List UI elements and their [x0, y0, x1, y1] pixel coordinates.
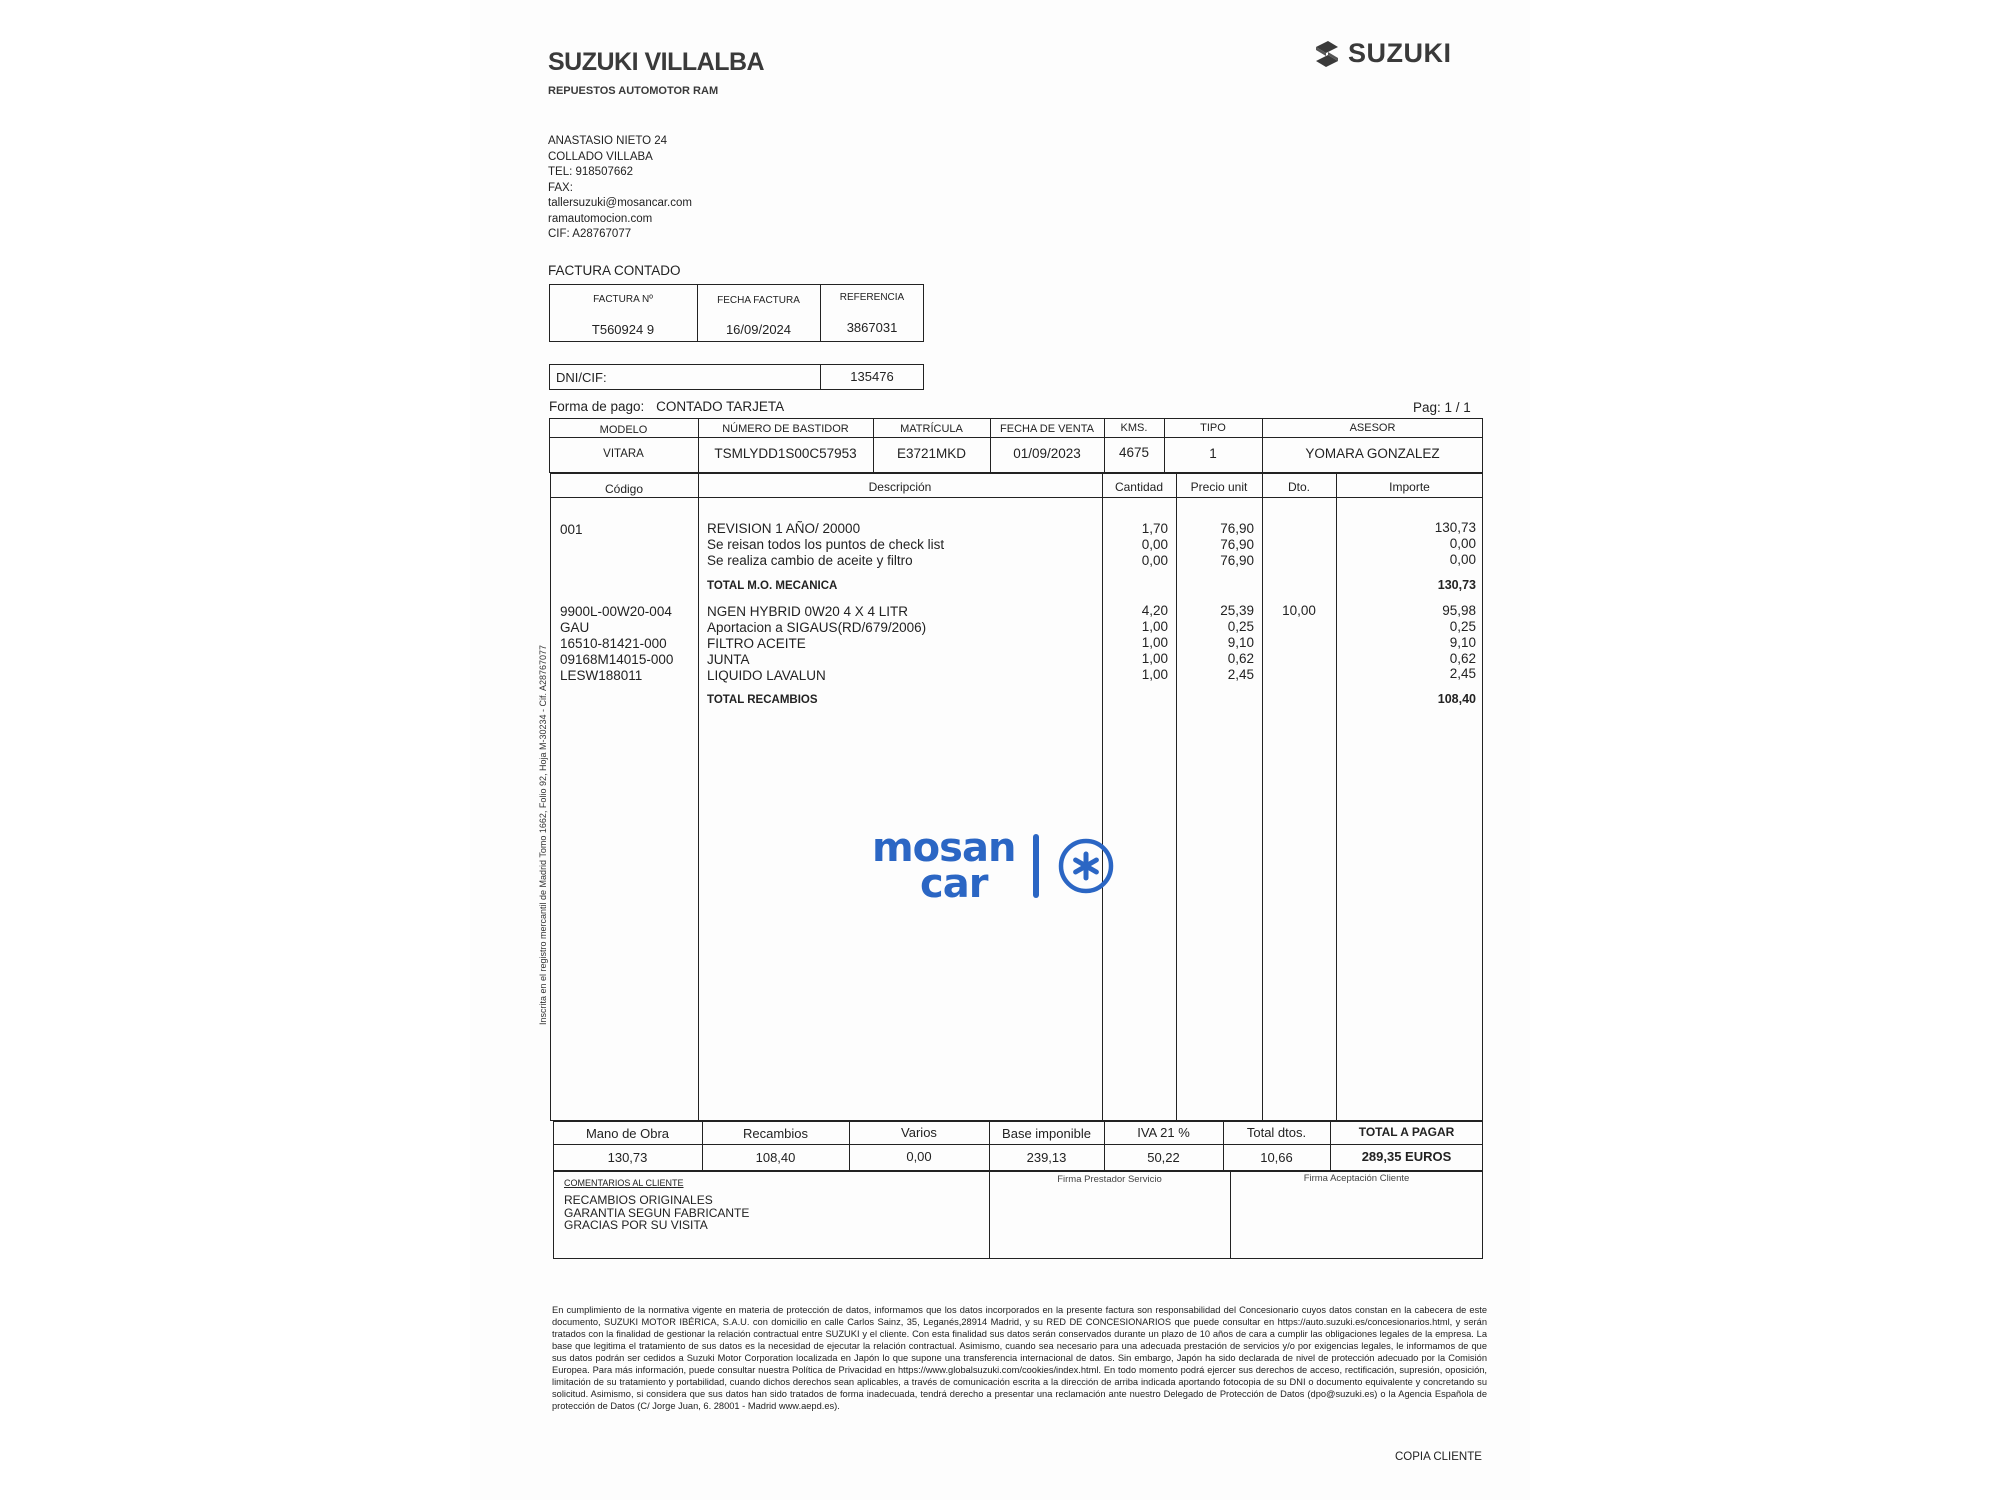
page-number: Pag: 1 / 1 [1413, 400, 1471, 415]
address-line: COLLADO VILLABA [548, 150, 653, 163]
vehicle-type: 1 [1209, 446, 1217, 461]
item-quantity: 1,00 [1141, 667, 1168, 682]
item-amount: 0,25 [1449, 619, 1476, 634]
address-line: ANASTASIO NIETO 24 [548, 135, 668, 147]
items-header: Importe [1389, 480, 1430, 494]
copy-label: COPIA CLIENTE [1395, 1451, 1482, 1463]
comment-line: GRACIAS POR SU VISITA [564, 1218, 708, 1232]
privacy-notice: En cumplimiento de la normativa vigente en materia de protección de datos, informamos que los datos incorporados en la presente factura son responsabilidad del Concesionario cuyos datos constan en la cabecera de este documento, SUZUKI MOTOR IBÉRICA, S.A.U. con domicilio en calle Carlos Sainz, 35, Leganés,28914 Madrid, y su RED DE CONCESIONARIOS que puede consultar en https://auto.suzuki.es/concesionarios.html, y serán tratados con la finalidad de gestionar la relación contractual entre SUZUKI y el cliente. Con esta finalidad sus datos serán conservados durante un plazo de 10 años de cara a cumplir las obligaciones legales de la empresa. La base que legitima el tratamiento de sus datos es la necesidad de ejecutar la relación contractual. Asimismo, cuando sea necesario para una adecuada prestación de servicios y/o por exigencias legales, le informamos de que sus datos podrán ser cedidos a Suzuki Motor Corporation localizada en Japón lo que supone una transferencia internacional de datos. Sin embargo, Japón ha sido declarada de nivel de protección adecuado por la Comisión Europea. Para más información, puede consultar nuestra Política de Privacidad en https://www.globalsuzuki.com/cookies/index.html. En todo momento podrá ejercer sus derechos de acceso, rectificación, supresión, oposición, limitación de su tratamiento y portabilidad, cuando dichos derechos sean aplicables, a través de comunicación escrita a la dirección de arriba indicada aportando fotocopia de su DNI o documento equivalente y concretando su solicitud. Asimismo, si considera que sus datos han sido tratados de forma inadecuada, tendrá derecho a presentar una reclamación ante nuestro Delegado de Protección de Datos (dpo@suzuki.es) o la Agencia Española de protección de Datos (C/ Jorge Juan, 6. 28001 - Madrid www.aepd.es). [552, 1305, 1487, 1411]
item-amount: 95,98 [1442, 603, 1476, 618]
summary-labour: 130,73 [607, 1150, 648, 1165]
item-description: Se realiza cambio de aceite y filtro [707, 553, 913, 568]
item-quantity: 4,20 [1141, 603, 1168, 618]
item-unit-price: 76,90 [1220, 521, 1254, 536]
summary-label: Mano de Obra [585, 1126, 670, 1141]
address-line: FAX: [548, 181, 573, 194]
divider [1176, 473, 1177, 1121]
item-amount: 0,62 [1449, 651, 1476, 666]
invoice-number: T560924 9 [591, 322, 655, 337]
labour-total: 130,73 [1437, 578, 1476, 592]
address-line: TEL: 918507662 [548, 166, 634, 178]
payment-value: CONTADO TARJETA [656, 399, 785, 414]
dni-label: DNI/CIF: [556, 370, 607, 385]
item-description: NGEN HYBRID 0W20 4 X 4 LITR [707, 604, 909, 619]
stamp-line-2: car [920, 861, 988, 907]
item-description: JUNTA [707, 652, 750, 667]
vehicle-header: TIPO [1200, 422, 1226, 434]
company-address [548, 134, 692, 243]
suzuki-logo [1312, 38, 1452, 69]
summary-parts: 108,40 [755, 1150, 796, 1165]
total-to-pay-label: TOTAL A PAGAR [1358, 1125, 1455, 1139]
item-code: 16510-81421-000 [560, 636, 667, 651]
items-header: Descripción [868, 480, 932, 494]
divider [549, 437, 1483, 438]
item-description: Aportacion a SIGAUS(RD/679/2006) [707, 620, 927, 635]
item-code: 001 [560, 522, 583, 537]
registry-note: Inscrita en el registro mercantil de Madrid Tomo 1662, Folio 92, Hoja M-30234 - Cif. A28767077 [538, 644, 548, 1025]
divider [698, 473, 699, 1121]
invoice-date-label: FECHA FACTURA [717, 295, 800, 306]
item-unit-price: 0,25 [1227, 619, 1254, 634]
invoice-title: FACTURA CONTADO [548, 263, 681, 278]
item-description: Se reisan todos los puntos de check list [707, 537, 945, 552]
invoice-date: 16/09/2024 [725, 322, 792, 337]
payment-method [549, 399, 784, 414]
stamp-divider [1033, 834, 1039, 898]
stamp-text [872, 825, 1016, 907]
vehicle-header: MODELO [599, 424, 648, 436]
summary-misc: 0,00 [906, 1149, 932, 1164]
summary-discounts: 10,66 [1260, 1150, 1293, 1165]
item-amount: 9,10 [1449, 635, 1476, 650]
item-code: GAU [560, 620, 590, 635]
item-quantity: 0,00 [1141, 553, 1168, 568]
item-unit-price: 25,39 [1220, 603, 1254, 618]
item-unit-price: 0,62 [1227, 651, 1254, 666]
summary-label: Varios [901, 1125, 937, 1140]
divider [1336, 473, 1337, 1121]
vehicle-advisor: YOMARA GONZALEZ [1305, 446, 1440, 461]
dni-value: 135476 [850, 369, 894, 384]
address-line: tallersuzuki@mosancar.com [548, 197, 692, 209]
item-amount: 130,73 [1434, 520, 1476, 535]
summary-label: Recambios [742, 1126, 809, 1141]
suzuki-s-icon [1312, 39, 1342, 69]
items-header: Código [604, 482, 644, 496]
item-description: LIQUIDO LAVALUN [707, 668, 826, 683]
stamp-line-1: mosan [872, 825, 1016, 871]
vehicle-header: MATRÍCULA [900, 423, 963, 435]
item-description: FILTRO ACEITE [707, 636, 806, 651]
item-unit-price: 9,10 [1227, 635, 1254, 650]
summary-tax-base: 239,13 [1026, 1150, 1067, 1165]
divider [550, 497, 1483, 498]
item-quantity: 0,00 [1141, 537, 1168, 552]
company-name: SUZUKI VILLALBA [548, 48, 765, 76]
comment-line: GARANTIA SEGUN FABRICANTE [564, 1205, 750, 1220]
vehicle-model: VITARA [603, 448, 644, 460]
item-quantity: 1,00 [1141, 651, 1168, 666]
summary-label: Base imponible [1002, 1126, 1091, 1141]
items-header: Cantidad [1114, 480, 1164, 494]
total-to-pay: 289,35 EUROS [1361, 1149, 1452, 1164]
provider-signature-label: Firma Prestador Servicio [1057, 1174, 1162, 1185]
item-unit-price: 76,90 [1220, 537, 1254, 552]
vehicle-header: ASESOR [1349, 422, 1396, 434]
brand-name: SUZUKI [1348, 38, 1452, 68]
comment-line: RECAMBIOS ORIGINALES [564, 1193, 713, 1207]
invoice-reference-label: REFERENCIA [839, 292, 905, 303]
vehicle-header: NÚMERO DE BASTIDOR [722, 423, 849, 435]
invoice-number-label: FACTURA Nº [593, 294, 653, 305]
labour-total-label: TOTAL M.O. MECANICA [707, 580, 838, 592]
vehicle-header: FECHA DE VENTA [1000, 423, 1094, 435]
invoice-reference: 3867031 [846, 320, 898, 335]
comments-title: COMENTARIOS AL CLIENTE [564, 1178, 684, 1188]
item-quantity: 1,70 [1141, 521, 1168, 536]
parts-total: 108,40 [1437, 692, 1476, 706]
address-line: CIF: A28767077 [548, 228, 632, 240]
mosancar-stamp [872, 825, 1115, 907]
vehicle-plate: E3721MKD [896, 446, 967, 461]
item-quantity: 1,00 [1141, 619, 1168, 634]
asterisk-icon [1057, 837, 1115, 895]
divider [553, 1144, 1483, 1145]
parts-total-label: TOTAL RECAMBIOS [707, 694, 818, 706]
summary-label: IVA 21 % [1137, 1125, 1190, 1140]
item-discount: 10,00 [1282, 603, 1316, 618]
vehicle-header: KMS. [1120, 422, 1148, 434]
vehicle-vin: TSMLYDD1S00C57953 [714, 446, 857, 461]
item-amount: 0,00 [1449, 536, 1476, 551]
summary-vat: 50,22 [1147, 1150, 1180, 1165]
items-header: Dto. [1287, 480, 1310, 494]
item-unit-price: 76,90 [1220, 553, 1254, 568]
item-amount: 2,45 [1449, 666, 1476, 681]
items-header: Precio unit [1190, 480, 1248, 494]
items-table [550, 473, 1483, 1121]
vehicle-sale-date: 01/09/2023 [1013, 446, 1081, 461]
address-line: ramautomocion.com [548, 212, 653, 225]
item-quantity: 1,00 [1141, 635, 1168, 650]
divider [1262, 473, 1263, 1121]
item-code: 09168M14015-000 [560, 652, 674, 667]
summary-label: Total dtos. [1246, 1125, 1307, 1140]
comments-lines [564, 1194, 749, 1232]
item-description: REVISION 1 AÑO/ 20000 [707, 521, 861, 536]
vehicle-kms: 4675 [1118, 445, 1150, 460]
item-code: 9900L-00W20-004 [560, 604, 672, 619]
divider [1102, 473, 1103, 1121]
divider [1230, 1171, 1231, 1259]
company-subtitle: REPUESTOS AUTOMOTOR RAM [548, 85, 719, 97]
item-unit-price: 2,45 [1227, 667, 1254, 682]
item-code: LESW188011 [560, 668, 643, 683]
payment-label: Forma de pago: [549, 399, 645, 414]
client-signature-label: Firma Aceptación Cliente [1303, 1173, 1410, 1184]
item-amount: 0,00 [1449, 552, 1476, 567]
